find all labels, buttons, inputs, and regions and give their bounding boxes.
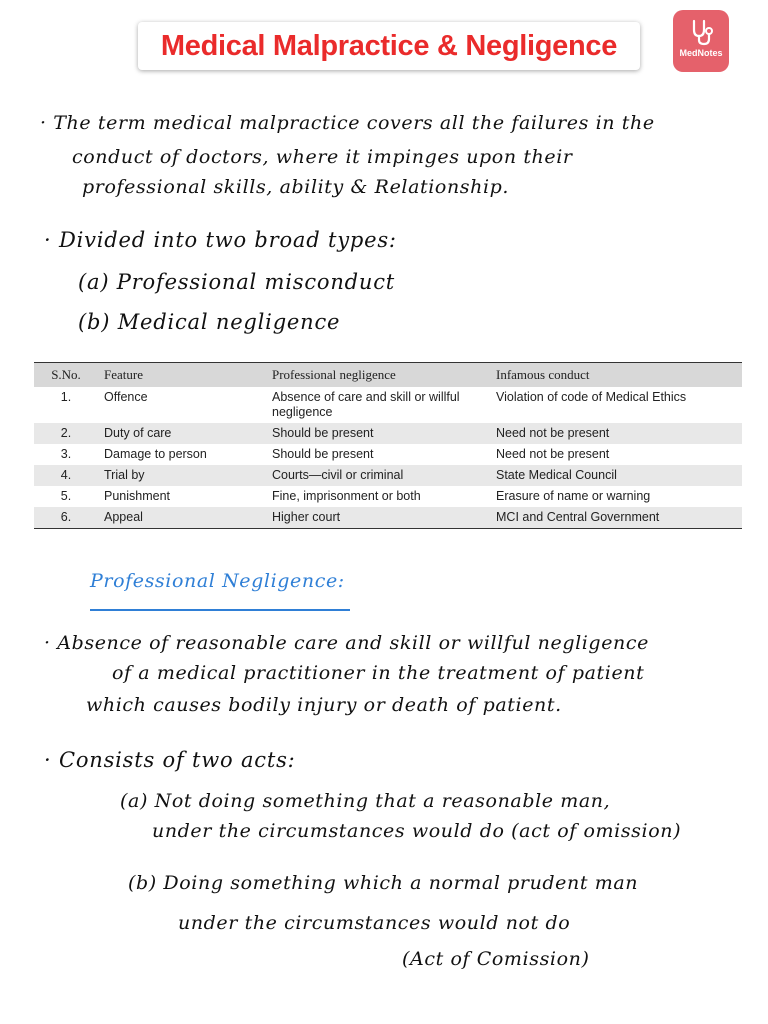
cell-sno: 2. xyxy=(34,423,98,444)
cell-feature: Offence xyxy=(104,390,148,404)
cell-sno: 3. xyxy=(60,447,72,461)
table-row xyxy=(34,486,742,507)
intro-line-3: professional skills, ability & Relationship. xyxy=(82,176,510,198)
cell-sno: 4. xyxy=(34,465,98,486)
table-header-row xyxy=(34,363,742,388)
definition-line-2: of a medical practitioner in the treatment of patient xyxy=(112,662,645,684)
cell-sno: 5. xyxy=(60,489,72,503)
intro-line-2: conduct of doctors, where it impinges upon their xyxy=(72,146,573,168)
header-infamous-conduct: Infamous conduct xyxy=(490,363,742,388)
intro-line-1: · The term medical malpractice covers all the failures in the xyxy=(40,112,655,134)
cell-feature: Damage to person xyxy=(104,447,207,461)
cell-infamous: State Medical Council xyxy=(490,465,742,486)
header-feature: Feature xyxy=(98,363,266,388)
act-b-line-1: (b) Doing something which a normal prudent man xyxy=(128,872,639,894)
cell-professional: Should be present xyxy=(272,447,374,461)
header-sno: S.No. xyxy=(34,363,98,388)
logo-label: MedNotes xyxy=(679,48,723,58)
definition-line-3: which causes bodily injury or death of patient. xyxy=(86,694,562,716)
cell-feature: Punishment xyxy=(104,489,171,503)
cell-infamous: Erasure of name or warning xyxy=(496,489,651,503)
table-row xyxy=(34,387,742,423)
cell-infamous: Violation of code of Medical Ethics xyxy=(496,390,687,404)
cell-feature: Appeal xyxy=(98,507,266,529)
comparison-table xyxy=(34,362,742,529)
cell-feature: Duty of care xyxy=(98,423,266,444)
title-banner xyxy=(138,22,640,70)
cell-infamous: MCI and Central Government xyxy=(490,507,742,529)
table-row xyxy=(34,465,742,486)
cell-professional: Should be present xyxy=(266,423,490,444)
heading-underline xyxy=(90,609,350,611)
cell-infamous: Need not be present xyxy=(490,423,742,444)
stethoscope-icon xyxy=(686,18,716,46)
acts-line: · Consists of two acts: xyxy=(44,748,296,772)
type-a: (a) Professional misconduct xyxy=(78,270,396,294)
cell-feature: Trial by xyxy=(98,465,266,486)
header-professional-negligence: Professional negligence xyxy=(266,363,490,388)
cell-infamous: Need not be present xyxy=(496,447,610,461)
cell-sno: 1. xyxy=(60,390,72,404)
table-row xyxy=(34,507,742,529)
act-a-line-2: under the circumstances would do (act of omission) xyxy=(152,820,682,842)
page-title: Medical Malpractice & Negligence xyxy=(160,29,618,62)
cell-professional: Fine, imprisonment or both xyxy=(272,489,421,503)
act-a-line-1: (a) Not doing something that a reasonable man, xyxy=(120,790,611,812)
cell-sno: 6. xyxy=(34,507,98,529)
types-line: · Divided into two broad types: xyxy=(44,228,397,252)
act-b-line-2: under the circumstances would not do xyxy=(178,912,571,934)
cell-professional: Higher court xyxy=(266,507,490,529)
definition-line-1: · Absence of reasonable care and skill or willful negligence xyxy=(44,632,649,654)
table-row xyxy=(34,444,742,465)
table-row xyxy=(34,423,742,444)
act-b-line-3: (Act of Comission) xyxy=(402,948,590,970)
cell-professional: Absence of care and skill or willful negligence xyxy=(272,390,460,419)
section-heading: Professional Negligence: xyxy=(90,570,345,592)
type-b: (b) Medical negligence xyxy=(78,310,341,334)
cell-professional: Courts—civil or criminal xyxy=(266,465,490,486)
mednotes-logo xyxy=(673,10,729,72)
